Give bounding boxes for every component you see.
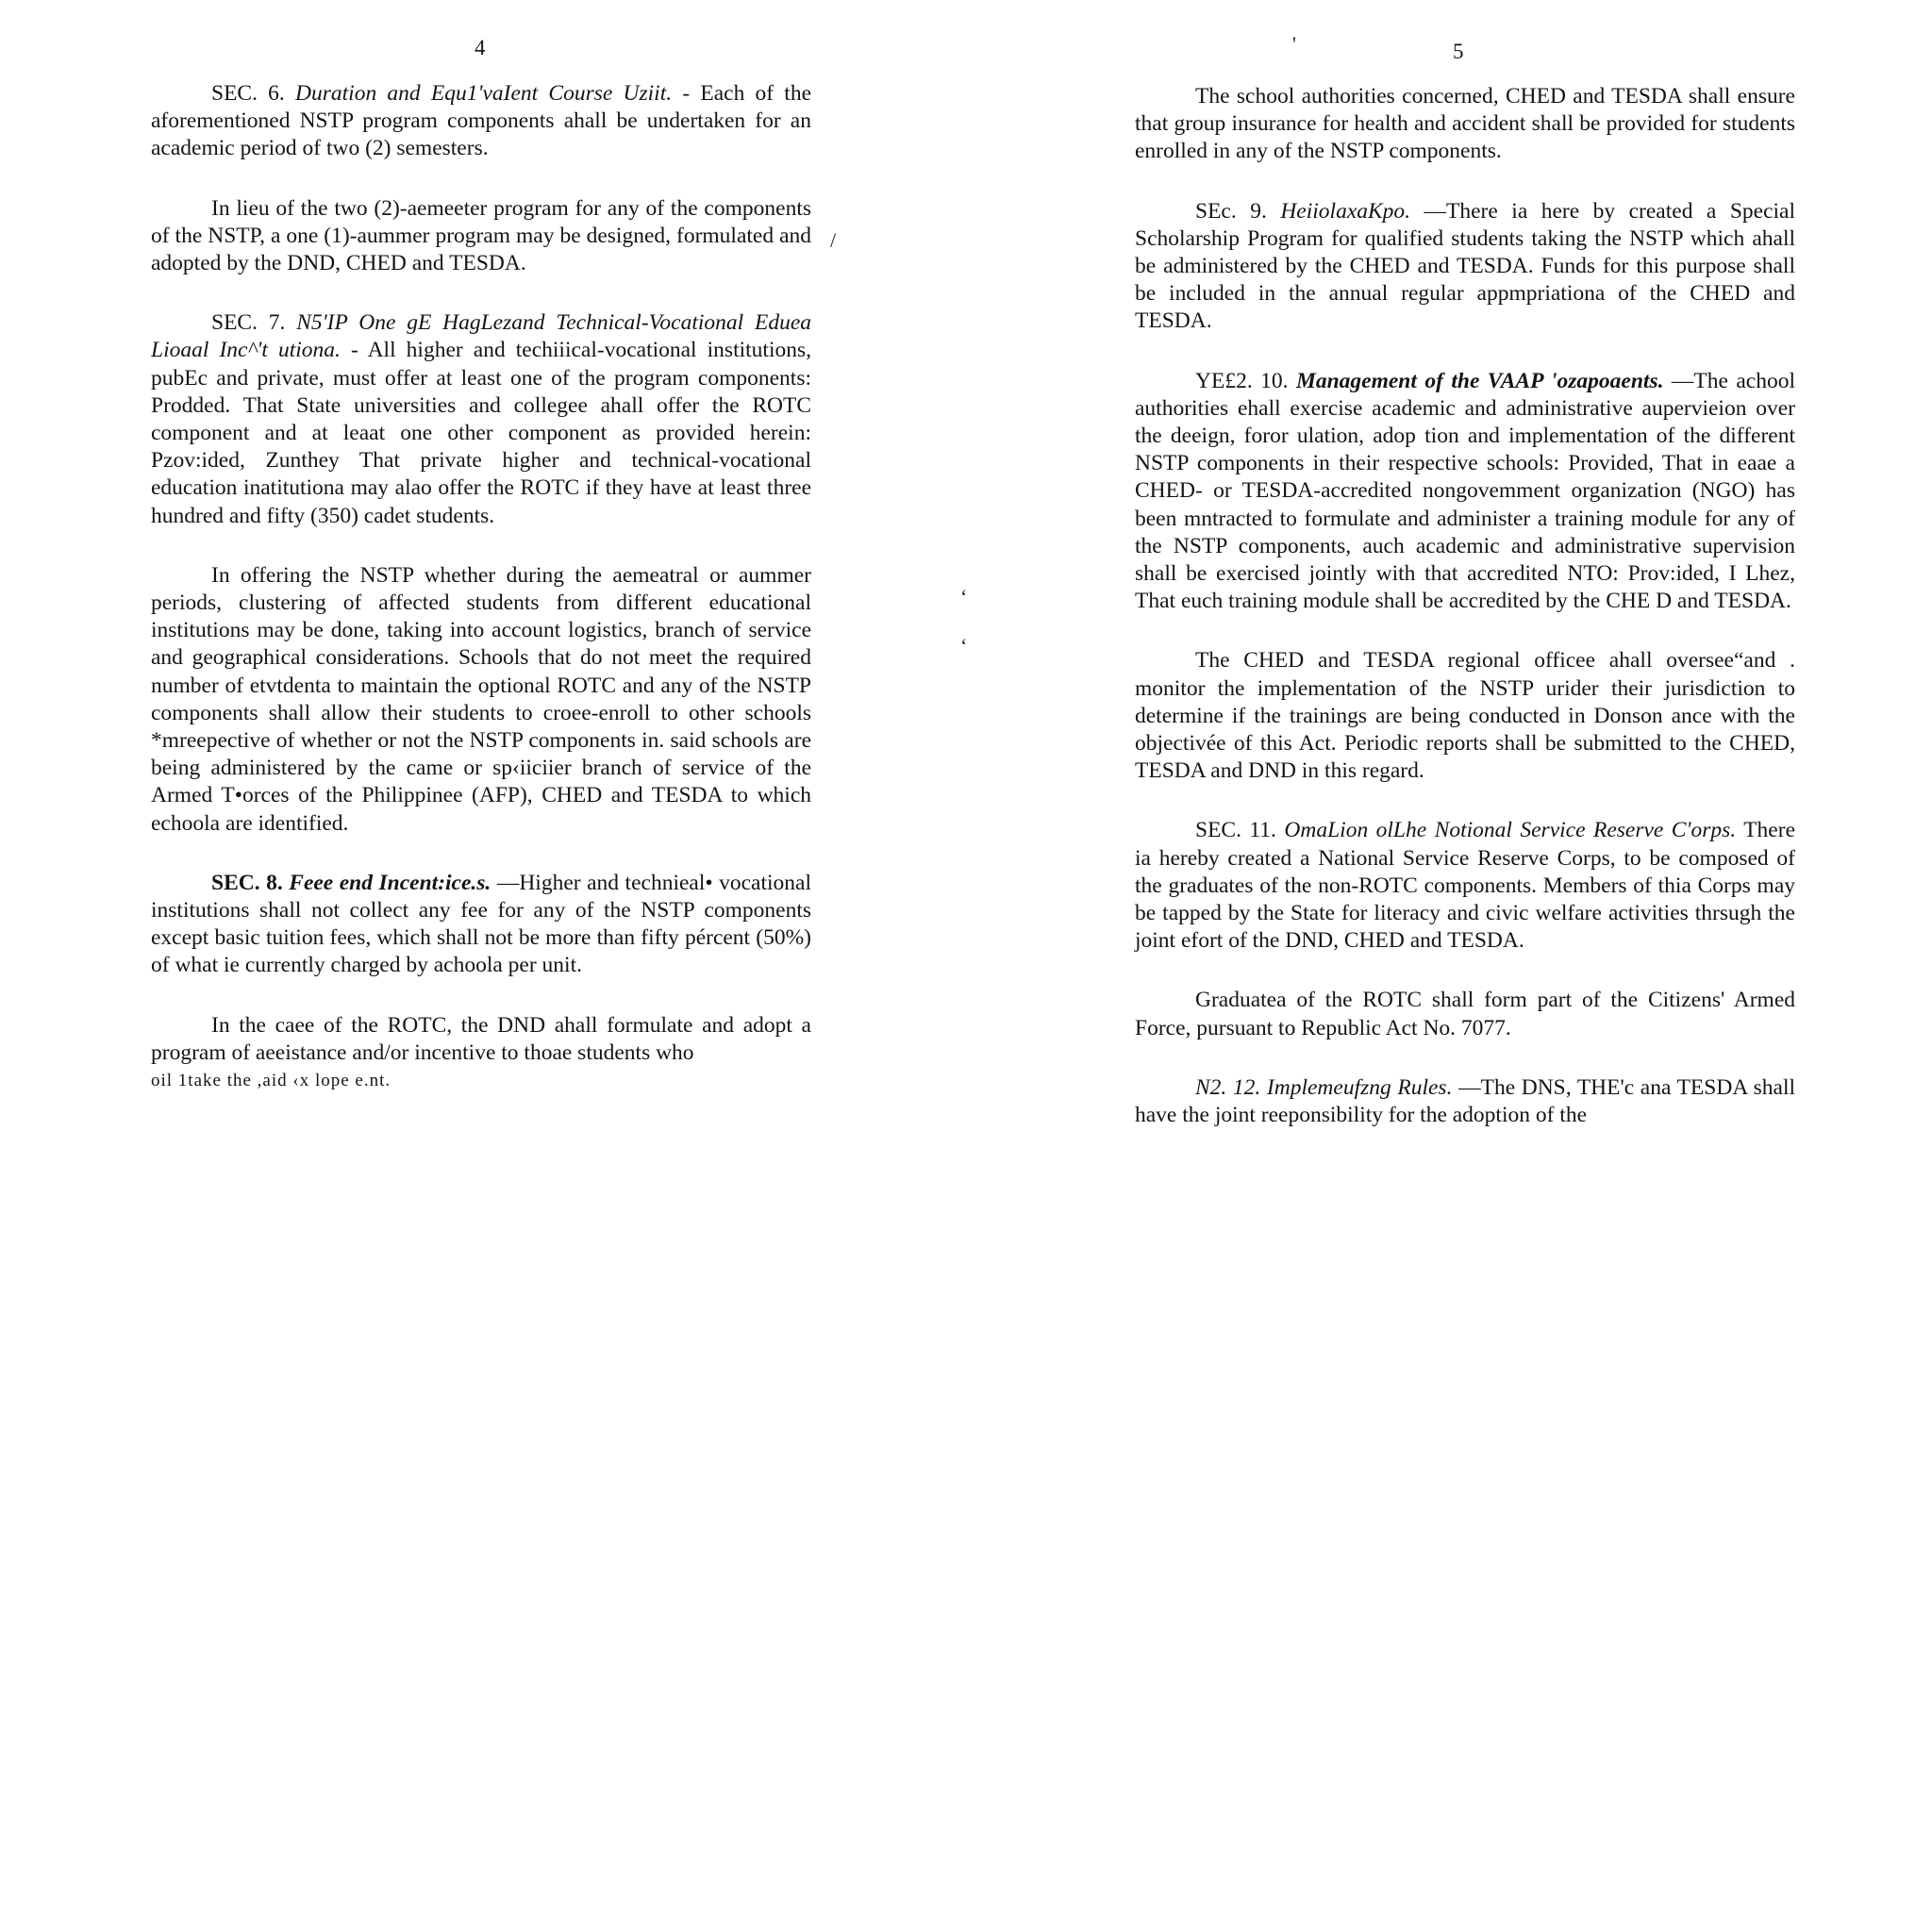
clustering-paragraph: In offering the NSTP whether during the aemeatral or aummer periods, clustering of affected students from different educational institutions may be done, taking into account logistics, branch of service and geographical considerations. Schools that do not meet the required number of etvtdenta to maintain the optional ROTC and any of the NSTP components shall allow their students to croee-enroll to other schools *mreepective of whether or not the NSTP components in. said schools are being administered by the came or sp‹iiciier branch of service of the Armed T•orces of the Philippinee (AFP), CHED and TESDA to which echoola are identified.	[151, 562, 811, 836]
section-title: Implemeufzng Rules.	[1266, 1074, 1453, 1100]
section-lead: SEc. 9.	[1195, 198, 1267, 224]
section-lead: N2. 12.	[1195, 1074, 1261, 1100]
section-lead: SEC. 8.	[211, 870, 283, 895]
rotc-assistance-paragraph: In the caee of the ROTC, the DND ahall formulate and adopt a program of aeeistance and/or incentive to thoae students who	[151, 1012, 811, 1065]
summer-program-paragraph: In lieu of the two (2)-aemeeter program for any of the components of the NSTP, a one (1)-aummer program may be designed, formulated and adopted by the DND, CHED and TESDA.	[151, 195, 811, 276]
section-text: - All higher and techiiical-vocational institutions, pubEc and private, must offer at least one of the program components: Prodded. That State universities and collegee ahall offer the ROTC component and at leaat one other component as provided herein: Pzov:ided, Zunthey That private higher and technical-vocational education inatitutiona may alao offer the ROTC if they have at least three hundred and fifty (350) cadet students.	[151, 338, 811, 528]
section-text: —The DNS, THE'c ana TESDA shall have the joint reeponsibility for the adoption of the	[1135, 1074, 1796, 1128]
left-page-column	[151, 80, 811, 1094]
section-lead: YE£2. 10.	[1195, 368, 1289, 393]
right-page-column	[1135, 83, 1795, 1129]
margin-mark: /	[830, 228, 837, 252]
garbled-last-line: oil 1take the ,aid ‹x lope e.nt.	[151, 1071, 391, 1091]
rotc-graduates-paragraph: Graduatea of the ROTC shall form part of the Citizens' Armed Force, pursuant to Republic Act No. 7077.	[1135, 988, 1795, 1040]
section-lead: SEC. 11.	[1195, 818, 1276, 843]
section-title: Feee end Incent:ice.s.	[289, 870, 491, 895]
section-text: - Each of the aforementioned NSTP program components ahall be undertaken for an academic period of two (2) semesters.	[151, 81, 812, 161]
regional-offices-paragraph: The CHED and TESDA regional officee ahall oversee“and . monitor the implementation of the NSTP urider their jurisdiction to determine if the trainings are being conducted in Donson ance with the objectivée of this Act. Periodic reports shall be submitted to the CHED, TESDA and DND in this regard.	[1135, 648, 1795, 784]
sec-9-paragraph	[1135, 198, 1795, 336]
sec-7-paragraph	[151, 309, 811, 530]
top-tick-mark: '	[1292, 32, 1296, 56]
section-text: —The achool authorities ehall exercise academic and administrative aupervieion over the deeign, foror ulation, adop tion and implementation of the different NSTP components in their respective schools: Provided, That in eaae a CHED- or TESDA-accredited nongovemment organization (NGO) has been mntracted to formulate and administer a training module for any of the NSTP components, auch academic and administrative supervision shall be exercised jointly with that accredited NTO: Prov:ided, I Lhez, That euch training module shall be accredited by the CHE D and TESDA.	[1135, 368, 1796, 614]
section-title: N5'IP One gE HagLezand Technical-Vocational Eduea Lioaal Inc^'t utiona.	[151, 310, 812, 363]
left-page-number: 4	[475, 36, 486, 59]
section-lead: SEC. 7.	[211, 310, 286, 336]
sec-11-paragraph	[1135, 817, 1795, 955]
sec-8-paragraph	[151, 870, 811, 980]
section-title: OmaLion olLhe Notional Service Reserve C'orps.	[1284, 818, 1737, 843]
sec-10-paragraph	[1135, 368, 1795, 616]
section-title: HeiiolaxaKpo.	[1280, 198, 1411, 224]
section-text: —Higher and technieal• vocational institutions shall not collect any fee for any of the NSTP components except basic tuition fees, which shall not be more than fifty pércent (50%) of what ie currently charged by achoola per unit.	[151, 870, 811, 978]
margin-mark: ‘	[960, 634, 968, 657]
sec-6-paragraph	[151, 80, 811, 163]
right-page-number: 5	[1453, 40, 1464, 63]
section-text: There ia hereby created a National Service Reserve Corps, to be composed of the graduates of the non-ROTC components. Members of thia Corps may be tapped by the State for literacy and civic welfare activities thrsugh the joint efort of the DND, CHED and TESDA.	[1135, 818, 1795, 954]
margin-mark: ‘	[960, 585, 968, 608]
section-title: Duration and Equ1'vaIent Course Uziit.	[295, 81, 673, 106]
section-lead: SEC. 6.	[211, 81, 285, 106]
sec-12-paragraph	[1135, 1074, 1795, 1129]
section-text: —There ia here by created a Special Scholarship Program for qualified students taking the NSTP which ahall be administered by the CHED and TESDA. Funds for this purpose shall be included in the annual regular appmpriationa of the CHED and TESDA.	[1135, 198, 1796, 334]
section-title: Management of the VAAP 'ozapoaents.	[1295, 368, 1664, 393]
insurance-paragraph: The school authorities concerned, CHED and TESDA shall ensure that group insurance for health and accident shall be provided for students enrolled in any of the NSTP components.	[1135, 84, 1795, 164]
